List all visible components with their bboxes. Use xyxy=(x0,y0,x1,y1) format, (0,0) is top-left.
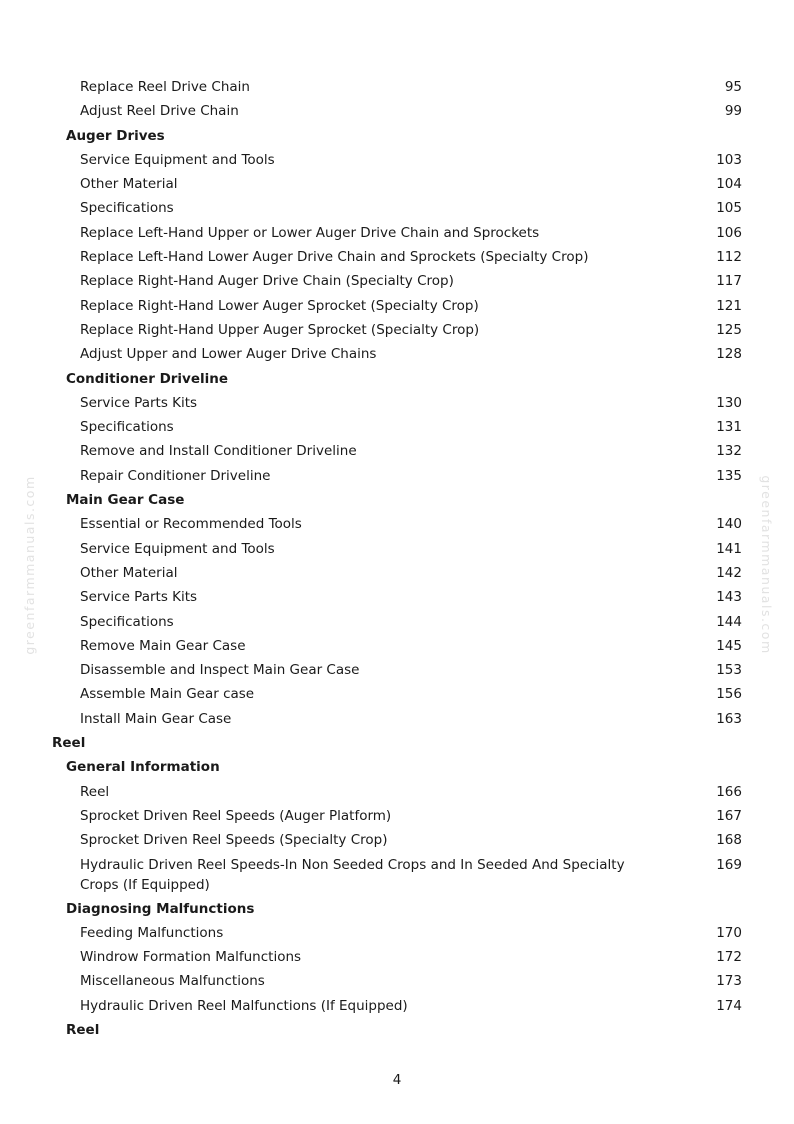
toc-entry-title: Replace Right-Hand Auger Drive Chain (Specialty Crop) xyxy=(80,273,454,290)
toc-entry-page-number: 106 xyxy=(716,224,742,241)
toc-entry[interactable] xyxy=(0,440,794,464)
toc-entry-page-number: 145 xyxy=(716,637,742,654)
toc-entry-title: Replace Left-Hand Lower Auger Drive Chain and Sprockets (Specialty Crop) xyxy=(80,249,589,266)
toc-entry-title: Adjust Reel Drive Chain xyxy=(80,103,239,120)
toc-entry[interactable] xyxy=(0,805,794,829)
toc-entry-title: Replace Reel Drive Chain xyxy=(80,79,250,95)
toc-section-heading[interactable] xyxy=(0,732,794,756)
toc-entry[interactable] xyxy=(0,513,794,537)
toc-entry[interactable] xyxy=(0,611,794,635)
toc-entry-page-number: 166 xyxy=(716,783,742,800)
toc-entry[interactable] xyxy=(0,465,794,489)
toc-entry-title: Adjust Upper and Lower Auger Drive Chains xyxy=(80,346,377,363)
toc-entry-title: Specifications xyxy=(80,419,174,436)
toc-entry[interactable] xyxy=(0,416,794,440)
toc-entry[interactable] xyxy=(0,76,794,100)
toc-entry-page-number: 144 xyxy=(716,613,742,630)
toc-entry-page-number: 163 xyxy=(716,710,742,727)
toc-entry-page-number: 128 xyxy=(716,346,742,363)
toc-section-heading[interactable] xyxy=(0,1019,794,1043)
toc-entry-title: Install Main Gear Case xyxy=(80,710,232,727)
toc-entry[interactable] xyxy=(0,197,794,221)
toc-entry-page-number: 135 xyxy=(716,467,742,484)
toc-entry-title: Hydraulic Driven Reel Speeds-In Non Seeded Crops and In Seeded And Specialty Crops (If Equipped) xyxy=(80,856,625,893)
toc-entry-page-number: 170 xyxy=(716,924,742,941)
toc-entry-page-number: 117 xyxy=(716,273,742,290)
toc-entry-title: Other Material xyxy=(80,176,178,193)
toc-entry[interactable] xyxy=(0,392,794,416)
toc-entry-title: Windrow Formation Malfunctions xyxy=(80,949,302,966)
toc-entry-title: Service Parts Kits xyxy=(80,589,198,606)
toc-section-heading[interactable] xyxy=(0,489,794,513)
toc-entry[interactable] xyxy=(0,683,794,707)
toc-entry[interactable] xyxy=(0,781,794,805)
toc-entry-title: Reel xyxy=(52,735,86,752)
toc-section-heading[interactable] xyxy=(0,898,794,922)
toc-entry-title: Specifications xyxy=(80,200,174,217)
toc-entry[interactable] xyxy=(0,343,794,367)
toc-entry-title: Disassemble and Inspect Main Gear Case xyxy=(80,662,360,679)
toc-entry[interactable] xyxy=(0,100,794,124)
toc-entry[interactable] xyxy=(0,829,794,853)
toc-entry-title: Reel xyxy=(66,1021,100,1038)
toc-entry-page-number: 174 xyxy=(716,997,742,1014)
toc-entry-page-number: 140 xyxy=(716,516,742,533)
toc-entry-title: Service Parts Kits xyxy=(80,394,198,411)
toc-entry-title: Remove and Install Conditioner Driveline xyxy=(80,443,357,460)
toc-entry-title: Hydraulic Driven Reel Malfunctions (If Equipped) xyxy=(80,997,408,1014)
toc-entry-title: Feeding Malfunctions xyxy=(80,924,224,941)
toc-entry-page-number: 130 xyxy=(716,394,742,411)
toc-entry-page-number: 105 xyxy=(716,200,742,217)
toc-entry[interactable] xyxy=(0,270,794,294)
toc-entry[interactable] xyxy=(0,149,794,173)
toc-entry-page-number: 99 xyxy=(724,103,742,120)
toc-entry[interactable] xyxy=(0,659,794,683)
toc-entry-page-number: 167 xyxy=(716,807,742,824)
watermark-right-text: greenfarmmanuals.com xyxy=(759,475,774,655)
toc-section-heading[interactable] xyxy=(0,125,794,149)
toc-entry-title: Auger Drives xyxy=(66,127,165,144)
toc-entry-title: Diagnosing Malfunctions xyxy=(66,900,255,917)
toc-entry-title: Main Gear Case xyxy=(66,492,185,509)
toc-entry-title: Miscellaneous Malfunctions xyxy=(80,973,265,990)
toc-entry-page-number: 168 xyxy=(716,832,742,849)
toc-entry-title: Assemble Main Gear case xyxy=(80,686,255,703)
toc-entry[interactable] xyxy=(0,635,794,659)
toc-entry-page-number: 132 xyxy=(716,443,742,460)
toc-entry-page-number: 104 xyxy=(716,176,742,193)
toc-entry-page-number: 156 xyxy=(716,686,742,703)
toc-entry[interactable] xyxy=(0,295,794,319)
toc-entry-page-number: 103 xyxy=(716,151,742,168)
toc-entry-page-number: 143 xyxy=(716,589,742,606)
toc-entry[interactable] xyxy=(0,173,794,197)
toc-entry[interactable] xyxy=(0,222,794,246)
toc-entry-title: Reel xyxy=(80,783,110,800)
toc-entry-page-number: 121 xyxy=(716,297,742,314)
toc-entry-title: Replace Right-Hand Upper Auger Sprocket (Specialty Crop) xyxy=(80,321,480,338)
toc-entry[interactable] xyxy=(0,586,794,610)
toc-entry-title: Essential or Recommended Tools xyxy=(80,516,302,533)
toc-entry-title: Specifications xyxy=(80,613,174,630)
toc-entry[interactable] xyxy=(0,946,794,970)
toc-entry-title: Repair Conditioner Driveline xyxy=(80,467,271,484)
toc-entry-title: Service Equipment and Tools xyxy=(80,151,275,168)
toc-entry-title: Replace Left-Hand Upper or Lower Auger Drive Chain and Sprockets xyxy=(80,224,540,241)
toc-entry-page-number: 153 xyxy=(716,662,742,679)
toc-section-heading[interactable] xyxy=(0,756,794,780)
toc-entry-title: Sprocket Driven Reel Speeds (Specialty Crop) xyxy=(80,832,388,849)
toc-entry[interactable] xyxy=(0,708,794,732)
toc-entry-page-number: 112 xyxy=(716,249,742,266)
toc-entry-page-number: 169 xyxy=(716,856,742,873)
toc-entry[interactable] xyxy=(0,854,794,898)
toc-entry[interactable] xyxy=(0,538,794,562)
toc-entry-title: General Information xyxy=(66,759,220,776)
toc-entry[interactable] xyxy=(0,246,794,270)
toc-entry-page-number: 172 xyxy=(716,949,742,966)
toc-entry[interactable] xyxy=(0,319,794,343)
toc-entry-page-number: 131 xyxy=(716,419,742,436)
toc-entry[interactable] xyxy=(0,562,794,586)
toc-entry-page-number: 95 xyxy=(724,79,742,95)
toc-section-heading[interactable] xyxy=(0,368,794,392)
page-number: 4 xyxy=(392,1072,402,1088)
toc-entry[interactable] xyxy=(0,970,794,994)
toc-entry-page-number: 142 xyxy=(716,564,742,581)
toc-entry-page-number: 125 xyxy=(716,321,742,338)
toc-entry-title: Conditioner Driveline xyxy=(66,370,229,387)
toc-entry-page-number: 173 xyxy=(716,973,742,990)
toc-entry[interactable] xyxy=(0,995,794,1019)
watermark-left-text: greenfarmmanuals.com xyxy=(22,475,37,655)
toc-entry-title: Remove Main Gear Case xyxy=(80,637,246,654)
toc-entry-page-number: 141 xyxy=(716,540,742,557)
toc-entry[interactable] xyxy=(0,922,794,946)
toc-entry-title: Service Equipment and Tools xyxy=(80,540,275,557)
table-of-contents xyxy=(0,76,794,1043)
toc-entry-title: Sprocket Driven Reel Speeds (Auger Platform) xyxy=(80,807,392,824)
toc-entry-title: Other Material xyxy=(80,564,178,581)
toc-entry-title: Replace Right-Hand Lower Auger Sprocket (Specialty Crop) xyxy=(80,297,479,314)
